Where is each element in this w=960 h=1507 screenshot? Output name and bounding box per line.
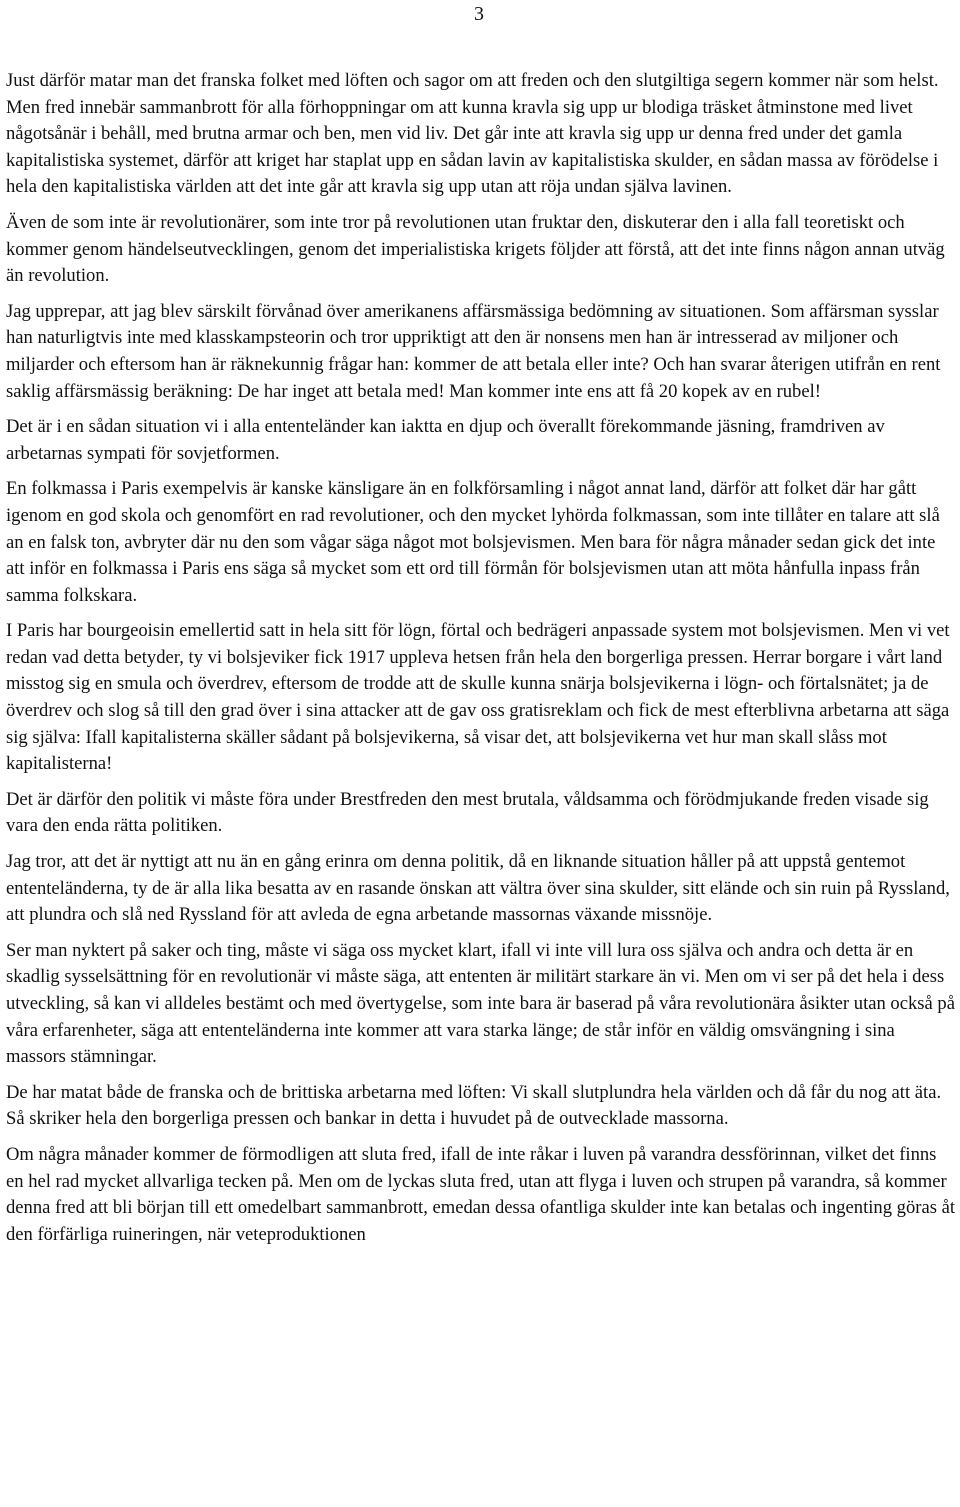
paragraph: I Paris har bourgeoisin emellertid satt in hela sitt för lögn, förtal och bedrägeri anpassade system mot bolsjevismen. Men vi vet redan vad detta betyder, ty vi bolsjeviker fick 1917 uppleva hetsen från hela den borgerliga pressen. Herrar borgare i vårt land misstog sig en smula och överdrev, eftersom de trodde att de skulle kunna snärja bolsjevikerna i lögn- och förtalsnätet; ja de överdrev och slog så till den grad över i sina attacker att de gav oss gratisreklam och fick de mest efterblivna arbetarna att säga sig själva: Ifall kapitalisterna skäller sådant på bolsjevikerna, så visar det, att bolsjevikerna vet hur man skall slåss mot kapitalisterna! (6, 620, 950, 775)
document-body (6, 68, 956, 1257)
paragraph: Just därför matar man det franska folket med löften och sagor om att freden och den slutgiltiga segern kommer när som helst. Men fred innebär sammanbrott för alla förhoppningar om att kunna kravla sig upp ur blodiga träsket åtminstone med livet någotsånär i behåll, med brutna armar och ben, men vid liv. Det går inte att kravla sig upp ur denna fred under det gamla kapitalistiska systemet, därför att kriget har staplat upp en sådan lavin av kapitalistiska skulder, en sådan massa av förödelse i hela den kapitalistiska världen att det inte går att kravla sig upp utan att röja undan själva lavinen. (6, 70, 939, 198)
paragraph: Om några månader kommer de förmodligen att sluta fred, ifall de inte råkar i luven på varandra dessförinnan, vilket det finns en hel rad mycket allvarliga tecken på. Men om de lyckas sluta fred, utan att flyga i luven och strupen på varandra, så kommer denna fred att bli början till ett omedelbart sammanbrott, emedan dessa ofantliga skulder inte kan betalas och ingenting göras åt den förfärliga ruineringen, när veteproduktionen (6, 1143, 956, 1245)
paragraph: Även de som inte är revolutionärer, som inte tror på revolutionen utan fruktar den, diskuterar den i alla fall teoretiskt och kommer genom händelseutvecklingen, genom det imperialistiska krigets följder att förstå, att det inte finns någon annan utväg än revolution. (6, 211, 945, 287)
paragraph: De har matat både de franska och de brittiska arbetarna med löften: Vi skall slutplundra hela världen och då får du nog att äta. Så skriker hela den borgerliga pressen och bankar in detta i huvudet på de outvecklade massorna. (6, 1081, 942, 1130)
paragraph: Det är i en sådan situation vi i alla ententeländer kan iaktta en djup och överallt förekommande jäsning, framdriven av arbetarnas sympati för sovjetformen. (6, 416, 885, 464)
paragraph: Det är därför den politik vi måste föra under Brestfreden den mest brutala, våldsamma och förödmjukande freden visade sig vara den enda rätta politiken. (6, 788, 929, 837)
paragraph: Ser man nyktert på saker och ting, måste vi säga oss mycket klart, ifall vi inte vill lura oss själva och andra och detta är en skadlig sysselsättning för en revolutionär vi måste säga, att ententen är militärt starkare än vi. Men om vi ser på det hela i dess utveckling, så kan vi alldeles bestämt och med övertygelse, som inte bara är baserad på våra revolutionära åsikter utan också på våra erfarenheter, säga att ententeländerna inte kommer att vara starka länge; de står inför en väldig omsvängning i sina massors stämningar. (6, 939, 955, 1068)
page-number: 3 (474, 3, 484, 25)
paragraph: Jag tror, att det är nyttigt att nu än en gång erinra om denna politik, då en liknande situation håller på att uppstå gentemot ententeländerna, ty de är alla lika besatta av en rasande önskan att vältra över sina skulder, sitt elände och sin ruin på Ryssland, att plundra och slå ned Ryssland för att avleda de egna arbetande massornas växande missnöje. (6, 851, 950, 926)
paragraph: En folkmassa i Paris exempelvis är kanske känsligare än en folkförsamling i något annat land, därför att folket där har gått igenom en god skola och genomfört en rad revolutioner, och den mycket lyhörda folkmassan, som inte tillåter en talare att slå an en falsk ton, avbryter där nu den som vågar säga något mot bolsjevismen. Men bara för några månader sedan gick det inte att inför en folkmassa i Paris ens säga så mycket som ett ord till förmån för bolsjevismen utan att möta hånfulla inpass från samma folkskara. (6, 478, 940, 606)
paragraph: Jag upprepar, att jag blev särskilt förvånad över amerikanens affärsmässiga bedömning av situationen. Som affärsman sysslar han naturligtvis inte med klasskampsteorin och tror uppriktigt att den är nonsens men han är intresserad av miljoner och miljarder och eftersom han är räknekunnig frågar han: kommer de att betala eller inte? Och han svarar återigen utifrån en rent saklig affärsmässig beräkning: De har inget att betala med! Man kommer inte ens att få 20 kopek av en rubel! (6, 300, 941, 402)
